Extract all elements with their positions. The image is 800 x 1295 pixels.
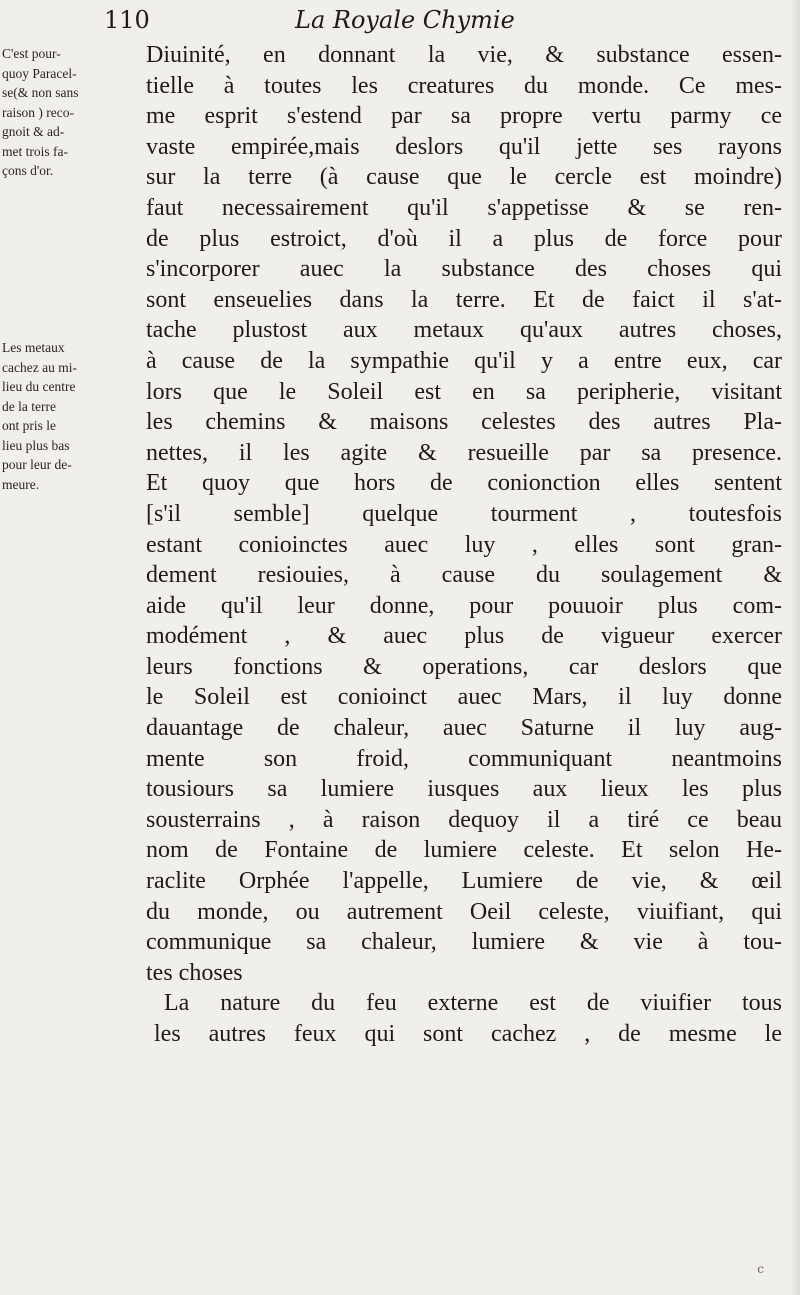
body-line: s'incorporer auec la substance des choses qui xyxy=(146,256,782,283)
body-line: les chemins & maisons celestes des autres Pla- xyxy=(146,409,782,436)
body-line: raclite Orphée l'appelle, Lumiere de vie, & œil xyxy=(146,868,782,895)
body-line: La nature du feu externe est de viuifier tous xyxy=(164,990,782,1017)
margin-note-line: Les metaux xyxy=(2,340,65,355)
body-line: sousterrains , à raison dequoy il a tiré ce beau xyxy=(146,806,782,833)
body-line: sur la terre (à cause que le cercle est moindre) xyxy=(146,164,782,191)
margin-note-line: çons d'or. xyxy=(2,163,54,178)
margin-note-line: ont pris le xyxy=(2,418,56,433)
margin-note-metaux xyxy=(2,338,130,494)
body-line: tache plustost aux metaux qu'aux autres choses, xyxy=(146,317,782,344)
margin-note-line: lieu plus bas xyxy=(2,437,70,453)
margin-note-line: met trois fa- xyxy=(2,143,68,159)
margin-note-line: de la terre xyxy=(2,398,56,414)
body-line: le Soleil est conioinct auec Mars, il luy donne xyxy=(146,684,782,711)
margin-note-line: cachez au mi- xyxy=(2,359,77,375)
body-line: mente son froid, communiquant neantmoins xyxy=(146,745,782,772)
catchword: c xyxy=(757,1262,764,1276)
body-line: nettes, il les agite & resueille par sa presence. xyxy=(146,439,782,466)
body-line: aide qu'il leur donne, pour pouuoir plus com- xyxy=(146,592,782,619)
body-line: tes choses xyxy=(146,959,243,986)
page-number: 110 xyxy=(104,6,150,34)
margin-note-paracelse xyxy=(2,44,130,181)
body-line: vaste empirée,mais deslors qu'il jette ses rayons xyxy=(146,133,782,160)
margin-note-line: C'est pour- xyxy=(2,46,61,61)
margin-note-line: meure. xyxy=(2,476,40,492)
page-edge xyxy=(792,0,800,1295)
margin-note-line: quoy Paracel- xyxy=(2,65,77,81)
page-header xyxy=(100,2,720,38)
body-line: modément , & auec plus de vigueur exercer xyxy=(146,623,782,650)
body-line: du monde, ou autrement Oeil celeste, viuifiant, qui xyxy=(146,898,782,925)
body-line: communique sa chaleur, lumiere & vie à tou- xyxy=(146,929,782,956)
margin-note-line: lieu du centre xyxy=(2,379,76,394)
body-line: à cause de la sympathie qu'il y a entre eux, car xyxy=(146,347,782,374)
body-line: Diuinité, en donnant la vie, & substance essen- xyxy=(146,42,782,68)
body-line: tousiours sa lumiere iusques aux lieux les plus xyxy=(146,776,782,803)
margin-note-line: raison ) reco- xyxy=(2,104,74,120)
running-title: La Royale Chymie xyxy=(295,6,515,34)
margin-note-line: pour leur de- xyxy=(2,457,72,472)
body-line: les autres feux qui sont cachez , de mesme le xyxy=(154,1021,782,1047)
body-line: me esprit s'estend par sa propre vertu parmy ce xyxy=(146,103,782,130)
margin-note-line: gnoit & ad- xyxy=(2,124,65,139)
body-line: tielle à toutes les creatures du monde. Ce mes- xyxy=(146,72,782,99)
body-line: estant conioinctes auec luy , elles sont gran- xyxy=(146,531,782,558)
body-line: de plus estroict, d'où il a plus de force pour xyxy=(146,225,782,252)
margin-note-line: se(& non sans xyxy=(2,85,79,100)
body-line: sont enseuelies dans la terre. Et de faict il s'at- xyxy=(146,286,782,313)
body-line: dement resiouies, à cause du soulagement & xyxy=(146,562,782,589)
body-line: lors que le Soleil est en sa peripherie, visitant xyxy=(146,378,782,405)
body-line: [s'il semble] quelque tourment , toutesfois xyxy=(146,500,782,527)
body-line: Et quoy que hors de conionction elles sentent xyxy=(146,470,782,497)
body-line: faut necessairement qu'il s'appetisse & se ren- xyxy=(146,194,782,221)
body-line: leurs fonctions & operations, car deslors que xyxy=(146,653,782,680)
body-line: dauantage de chaleur, auec Saturne il luy aug- xyxy=(146,715,782,742)
body-line: nom de Fontaine de lumiere celeste. Et selon He- xyxy=(146,837,782,864)
body-text xyxy=(146,40,782,1050)
